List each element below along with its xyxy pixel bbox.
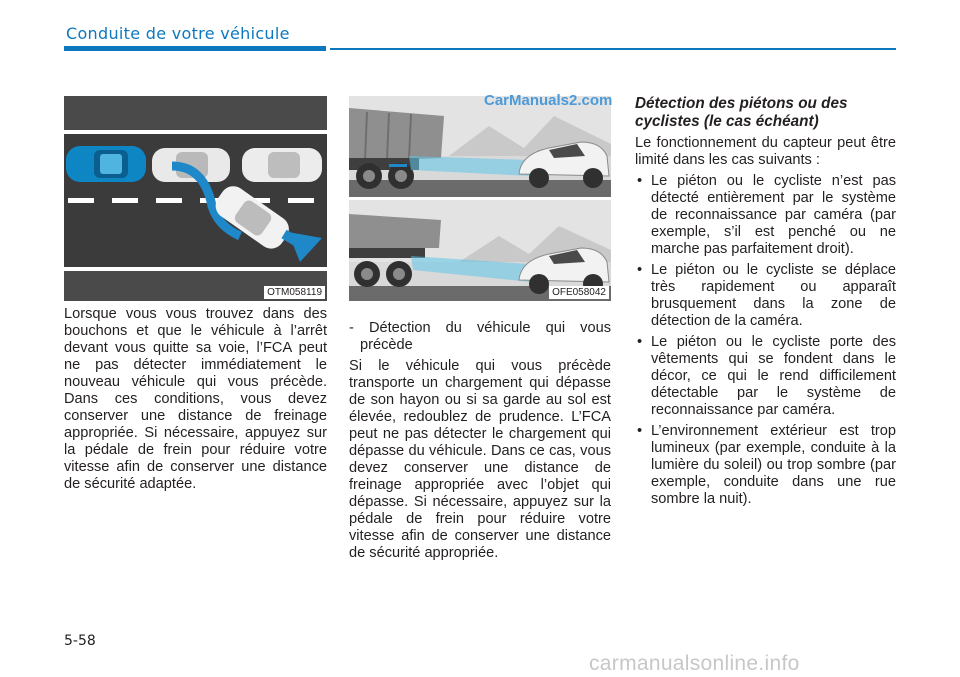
list-item: • Le piéton ou le cycliste porte des vêtements qui se fondent dans le décor, ce qui le rend difficilement détectable par le système de reconnaissance par caméra.: [635, 334, 896, 419]
header-title: Conduite de votre véhicule: [66, 24, 290, 43]
watermark-bottom: carmanualsonline.info: [589, 652, 800, 675]
figure-truck-load-bottom: [349, 200, 611, 301]
figure-truck-load-top: [349, 96, 611, 197]
figure-code: OFE058042: [549, 286, 609, 299]
list-item: • L’environnement extérieur est trop lumineux (par exemple, conduite à la lumière du soleil) ou trop sombre (par exemple, conduite dans une rue sombre la nuit).: [635, 423, 896, 508]
column-2: [349, 320, 611, 562]
column-1: [64, 306, 327, 493]
header-rule-thin: [330, 48, 896, 50]
watermark-top: CarManuals2.com: [484, 92, 613, 109]
figure-lane-change: [64, 96, 327, 301]
bullet-list: [635, 173, 896, 508]
section-title: Détection des piétons ou des cyclistes (le cas échéant): [635, 95, 848, 130]
dash-list-item: - Détection du véhicule qui vous précède: [349, 320, 611, 353]
header-rule-thick: [64, 46, 326, 51]
list-item: • Le piéton ou le cycliste se déplace très rapidement ou apparaît brusquement dans la zone de détection de la caméra.: [635, 262, 896, 330]
intro-paragraph: Le fonctionnement du capteur peut être limité dans les cas suivants :: [635, 135, 896, 168]
truck-load-illustration: [349, 96, 611, 197]
page-number: 5-58: [64, 633, 96, 649]
figure-code: OTM058119: [264, 286, 325, 299]
body-paragraph: Lorsque vous vous trouvez dans des bouchons et que le véhicule à l’arrêt devant vous quitte sa voie, l’FCA peut ne pas détecter immédiatement le nouveau véhicule qui vous précède. Dans ces conditions, vous devez conserver une distance de freinage appropriée. Si nécessaire, appuyez sur la pédale de frein pour réduire votre vitesse afin de conserver une distance de sécurité adaptée.: [64, 306, 327, 492]
lane-change-illustration: [64, 96, 327, 301]
body-paragraph: Si le véhicule qui vous précède transporte un chargement qui dépasse de son hayon ou si sa garde au sol est élevée, redoublez de prudence. L’FCA peut ne pas détecter le chargement qui dépasse du véhicule. Dans ce cas, vous devez conserver une distance de freinage appropriée avec l’objet qui dépasse. Si nécessaire, appuyez sur la pédale de frein pour réduire votre vitesse afin de conserver une distance de sécurité appropriée.: [349, 358, 611, 561]
list-item: • Le piéton ou le cycliste n’est pas détecté entièrement par le système de reconnaissance par caméra (par exemple, s’il est penché ou ne marche pas parfaitement droit).: [635, 173, 896, 258]
column-3: [635, 95, 896, 512]
